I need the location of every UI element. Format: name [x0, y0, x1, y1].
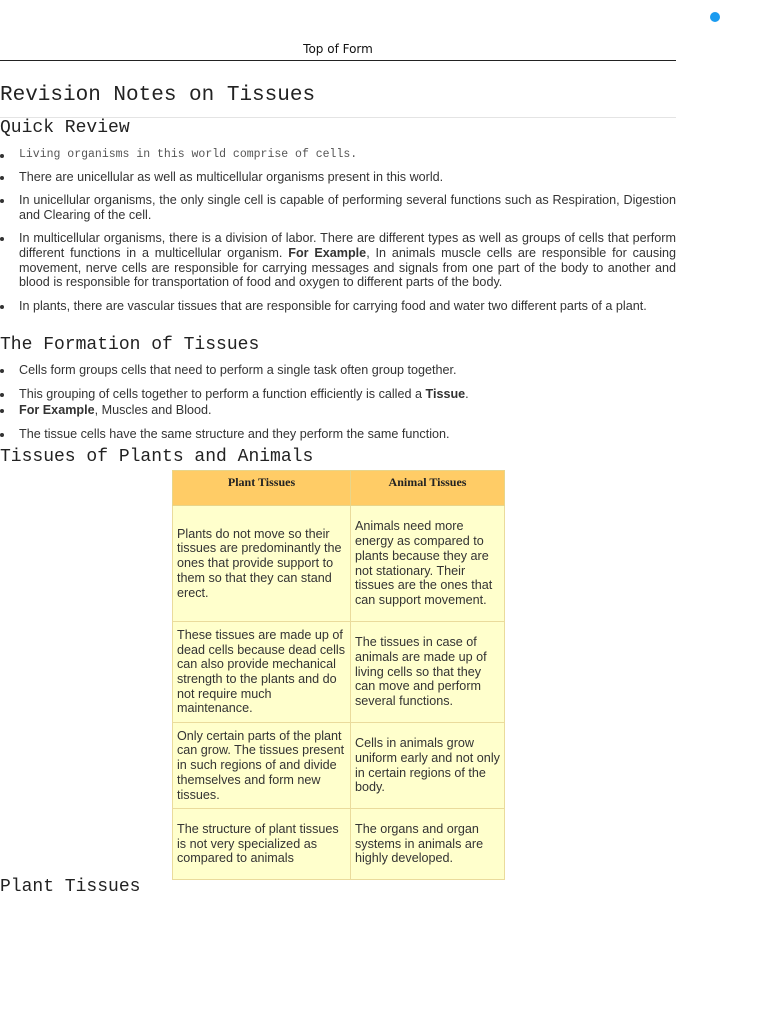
quick-review-heading: Quick Review: [0, 118, 130, 138]
table-row: [173, 622, 505, 723]
list-item: There are unicellular as well as multicellular organisms present in this world.: [0, 170, 676, 185]
list-item-text: .: [465, 386, 469, 401]
table-cell: The tissues in case of animals are made up of living cells so that they can move and perform several functions.: [351, 622, 505, 723]
table-header-row: [173, 471, 505, 506]
plant-tissues-heading: Plant Tissues: [0, 877, 141, 897]
formation-heading: The Formation of Tissues: [0, 335, 260, 355]
list-item: In unicellular organisms, the only single cell is capable of performing several functions such as Respiration, Digestion and Clearing of the cell.: [0, 193, 676, 222]
list-item: Living organisms in this world comprise of cells.: [0, 148, 676, 163]
list-item: [0, 403, 676, 418]
table-cell: These tissues are made up of dead cells because dead cells can also provide mechanical strength to the plants and do not require much maintenance.: [173, 622, 351, 723]
list-item: In plants, there are vascular tissues that are responsible for carrying food and water two different parts of a plant.: [0, 299, 676, 314]
table-cell: Only certain parts of the plant can grow. The tissues present in such regions of and divide themselves and form new tissues.: [173, 723, 351, 809]
table-header-plant: Plant Tissues: [173, 471, 351, 506]
table-row: [173, 506, 505, 622]
list-item: The tissue cells have the same structure and they perform the same function.: [0, 427, 676, 442]
table-cell: Animals need more energy as compared to plants because they are not stationary. Their tissues are the ones that can support movement.: [351, 506, 505, 622]
table-row: [173, 809, 505, 880]
comparison-table: [172, 470, 505, 880]
list-item-text: , Muscles and Blood.: [94, 403, 212, 418]
top-of-form-label: Top of Form: [0, 42, 676, 61]
table-cell: The organs and organ systems in animals are highly developed.: [351, 809, 505, 880]
list-item: [0, 387, 676, 402]
list-item-text: This grouping of cells together to perform a function efficiently is called a: [19, 386, 426, 401]
table-cell: Plants do not move so their tissues are predominantly the ones that provide support to them so that they can stand erect.: [173, 506, 351, 622]
list-item: [0, 231, 676, 289]
formation-list: [0, 363, 676, 441]
table-header-animal: Animal Tissues: [351, 471, 505, 506]
list-item-bold: For Example: [19, 403, 95, 418]
list-item-bold: For Example: [288, 245, 367, 260]
quick-review-list: [0, 148, 676, 313]
list-item: Cells form groups cells that need to perform a single task often group together.: [0, 363, 676, 378]
list-item-bold: Tissue: [425, 386, 466, 401]
plants-animals-heading: Tissues of Plants and Animals: [0, 447, 314, 467]
status-dot: [710, 12, 720, 22]
list-item-text: , In animals muscle cells are responsible for causing movement, nerve cells are responsible for carrying messages and signals from one part of the body to another and blood is responsible for transportation of food and oxygen to different parts of the body.: [19, 245, 677, 290]
table-row: [173, 723, 505, 809]
table-cell: The structure of plant tissues is not very specialized as compared to animals: [173, 809, 351, 880]
page-title: Revision Notes on Tissues: [0, 84, 676, 118]
list-item-text: In multicellular organisms, there is a division of labor. There are different types as well as groups of cells that perform different functions in a multicellular organism.: [19, 231, 676, 260]
table-cell: Cells in animals grow uniform early and not only in certain regions of the body.: [351, 723, 505, 809]
